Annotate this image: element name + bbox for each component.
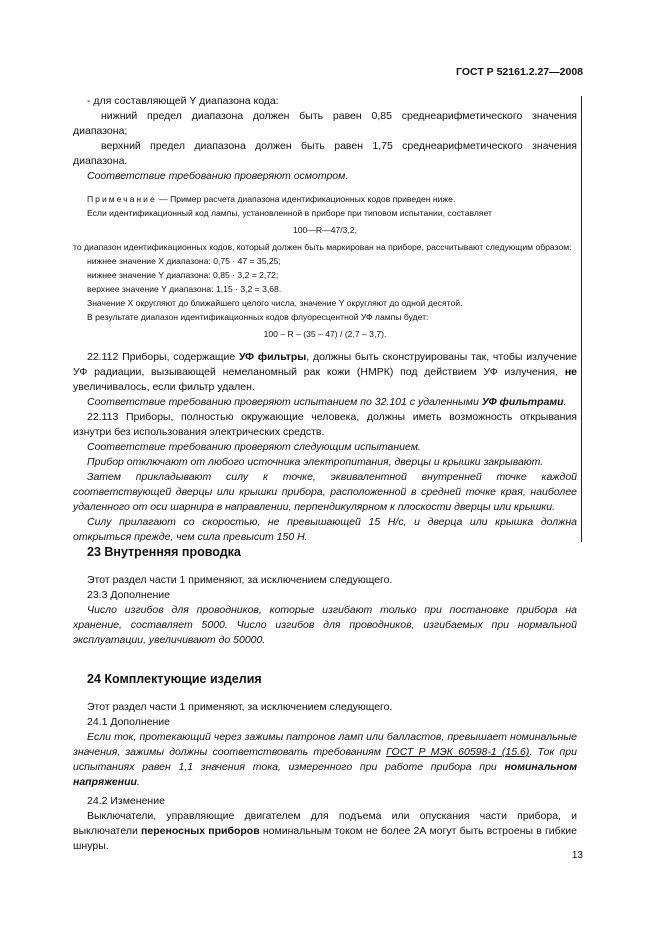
- s24-t1b: . Ток при испытаниях равен 1,1 значения тока, измеренного при работе прибора при: [73, 746, 577, 773]
- lower-limit-text: нижний предел диапазона должен быть равен 0,85 среднеарифметического значения диапазона;: [73, 110, 577, 137]
- section-23-title: 23 Внутренняя проводка: [87, 545, 241, 559]
- page-number: 13: [571, 850, 583, 861]
- section-24-sub2: 24.2 Изменение: [87, 795, 165, 807]
- clause-22-113-p3: Силу прилагают со скоростью, не превышающей 15 Н/с, и дверца или крышка должна открыться прежде, чем сила превысит 150 Н.: [73, 516, 577, 543]
- change-bar: [581, 96, 582, 542]
- section-24-1-text: [73, 730, 577, 790]
- clause-22-113-check: Соответствие требованию проверяют следующим испытанием.: [87, 441, 421, 453]
- note-lower-y: нижнее значение Y диапазона: 0,85 · 3,2 = 2,72;: [87, 270, 279, 280]
- note-lower-x: нижнее значение X диапазона: 0,75 · 47 = 35,25;: [87, 256, 281, 266]
- section-24-2-text: [73, 809, 577, 854]
- s24-t1c: .: [136, 776, 140, 788]
- clause-22-113: 22.113 Приборы, полностью окружающие человека, должны иметь возможность открывания изнутри без использования электрических средств.: [73, 411, 577, 438]
- page-header: ГОСТ Р 52161.2.27—2008: [456, 66, 583, 78]
- s24-t2b: номинальным током не более 2А могут быть встроены в гибкие шнуры.: [73, 825, 577, 852]
- note-formula2: 100 – R – (35 – 47) / (2,7 – 3,7).: [263, 329, 387, 339]
- note-upper-y: верхнее значение Y диапазона: 1,15 · 3,2 = 3,68.: [87, 284, 282, 294]
- c22-112-e: увеличивалось, если фильтр удален.: [73, 381, 255, 393]
- section-23-sub: 23.3 Дополнение: [87, 589, 170, 601]
- upper-limit-text: верхний предел диапазона должен быть равен 1,75 среднеарифметического значения диапазона.: [73, 140, 577, 167]
- note-result: В результате диапазон идентификационных кодов флуоресцентной УФ лампы будет:: [87, 312, 429, 322]
- section-24-sub1: 24.1 Дополнение: [87, 716, 170, 728]
- s24-t2a: Выключатели, управляющие двигателем для подъема или опускания части прибора, и выключатели: [73, 810, 577, 837]
- note-formula1: 100—R—47/3,2,: [292, 225, 357, 235]
- clause-22-113-p2: Затем прикладывают силу к точке, эквивалентной внутренней точке каждой соответствующей дверцы или крышки прибора, расположенной в средней точке края, наиболее удаленного от оси шарнира в направлении, перпендикулярном к плоскости дверцы или крышки.: [73, 471, 577, 513]
- section-24-title: 24 Комплектующие изделия: [87, 672, 262, 686]
- section-23-text: Число изгибов для проводников, которые изгибают только при постановке прибора на хранение, составляет 5000. Число изгибов для проводников, изгибаемых при нормальной эксплуатации, увеличивают до 50000.: [73, 604, 577, 646]
- c22-112-c: , должны быть сконструированы так, чтобы излучение УФ радиации, вызывающей немеланомный рак кожи (НМРК) под действием УФ излучения,: [73, 351, 577, 378]
- s24-t2bold: переносных приборов: [141, 825, 260, 837]
- gost-reference-link[interactable]: ГОСТ Р МЭК 60598-1 (15.6): [386, 746, 530, 758]
- note-line2: Если идентификационный код лампы, установленной в приборе при типовом испытании, составляет: [87, 208, 492, 218]
- dash-item: - для составляющей Y диапазона кода:: [87, 95, 279, 107]
- c22-112-check-c: .: [563, 396, 567, 408]
- s24-t1bold: номинальном напряжении: [73, 761, 577, 788]
- c22-112-a: 22.112 Приборы, содержащие: [87, 351, 240, 363]
- note-rounding: Значение X округляют до ближайшего целого числа, значение Y округляют до одной десятой.: [87, 298, 463, 308]
- note-label: Примечание: [87, 194, 157, 204]
- clause-22-113-p1: Прибор отключают от любого источника электропитания, дверцы и крышки закрывают.: [87, 456, 544, 468]
- section-23-intro: Этот раздел части 1 применяют, за исключением следующего.: [87, 574, 393, 586]
- s24-t1a: Если ток, протекающий через зажимы патронов ламп или балластов, превышает номинальные значения, зажимы должны соответствовать требованиям: [73, 731, 577, 758]
- check-inspection: Соответствие требованию проверяют осмотром.: [87, 170, 349, 182]
- c22-112-d: не: [564, 366, 577, 378]
- note-line3: то диапазон идентификационных кодов, который должен быть маркирован на приборе, рассчитывают следующим образом:: [73, 242, 572, 252]
- section-24: [73, 672, 577, 854]
- c22-112-check-b: УФ фильтрами: [481, 396, 564, 408]
- top-block: [73, 94, 577, 545]
- section-23: [73, 545, 577, 648]
- note-text: — Пример расчета диапазона идентификационных кодов приведен ниже.: [156, 194, 456, 204]
- clause-22-112: [73, 350, 577, 395]
- clause-22-112-check: [73, 395, 577, 410]
- note-heading: [73, 192, 577, 206]
- c22-112-check-a: Соответствие требованию проверяют испытанием по 32.101 с удаленными: [87, 396, 482, 408]
- section-24-intro: Этот раздел части 1 применяют, за исключением следующего.: [87, 701, 393, 713]
- c22-112-b: УФ фильтры: [239, 351, 307, 363]
